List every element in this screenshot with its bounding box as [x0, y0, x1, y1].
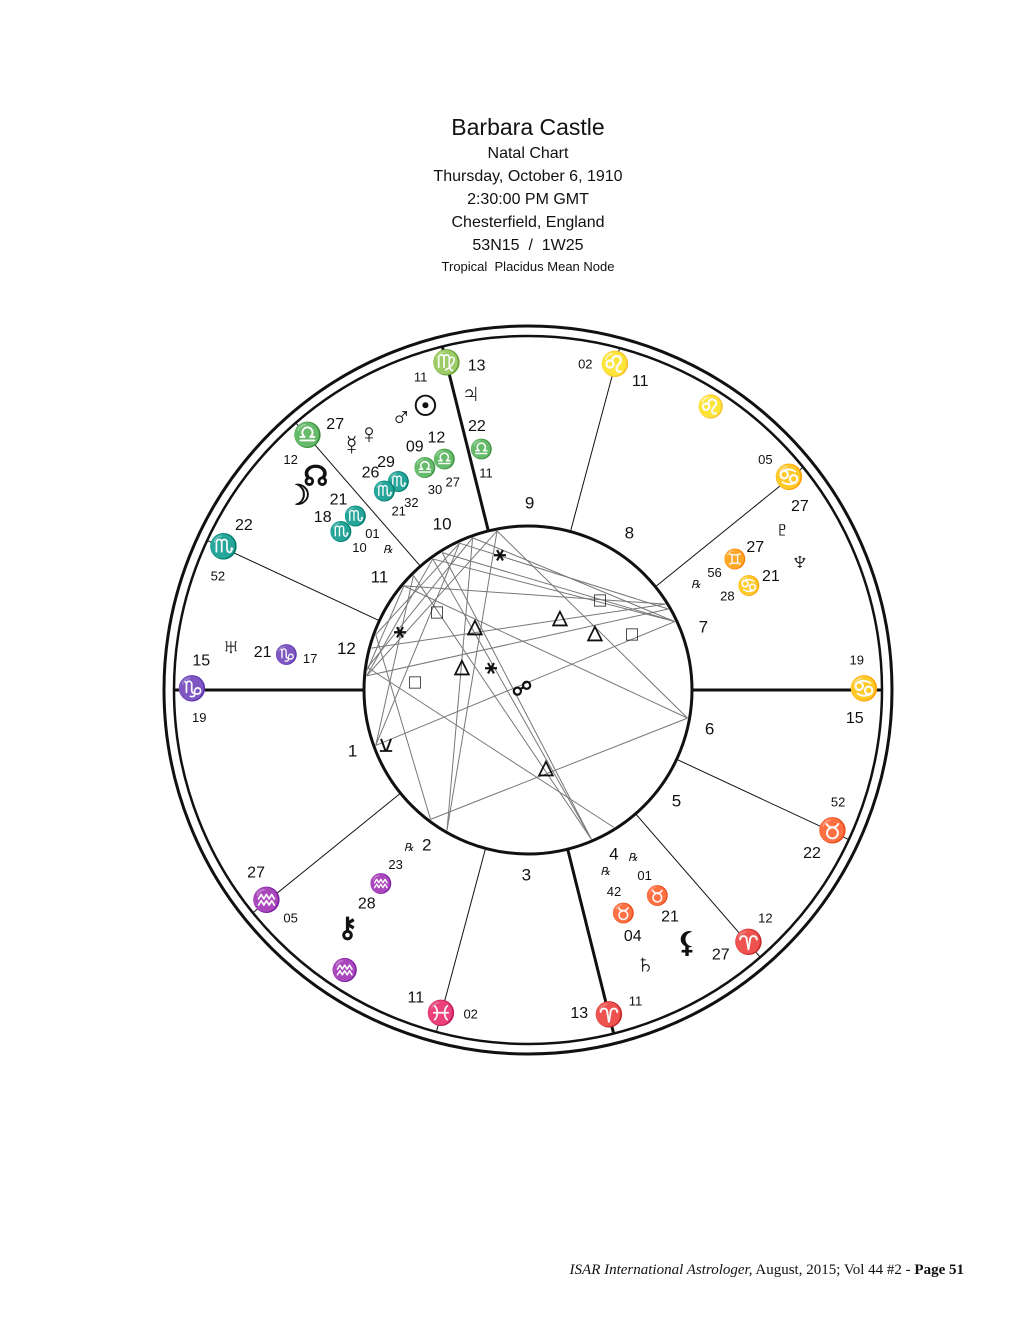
aspect-line [404, 586, 688, 718]
cusp-label-12 [209, 517, 253, 583]
house-number-10: 10 [432, 514, 452, 534]
cusp-label-9 [578, 350, 649, 390]
trine-icon: △ [587, 621, 603, 644]
cusp-minute: 52 [830, 794, 846, 810]
cusp-label-8 [758, 452, 809, 515]
planet-minute: 17 [302, 650, 318, 666]
planet-sign-glyph: ♏ [386, 472, 411, 494]
chart-type: Natal Chart [487, 145, 569, 162]
planet-minute: 01 [365, 525, 380, 541]
cusp-sign-glyph: ♌ [600, 350, 630, 378]
planet-glyph: ♆ [789, 545, 811, 577]
cusp-minute: 02 [578, 356, 593, 372]
planet-degree: 22 [467, 418, 486, 436]
planet-minute: 11 [479, 465, 493, 481]
aspect-line [372, 604, 666, 648]
house-number-7: 7 [698, 617, 709, 637]
planet-degree: 28 [357, 895, 376, 913]
planet-glyph: ☿ [341, 429, 363, 461]
planet-position-11 [220, 631, 317, 666]
birth-coordinates: 53N15 / 1W25 [472, 237, 584, 254]
aspect-glyph-marker [379, 734, 392, 756]
square-icon: □ [408, 671, 422, 694]
planet-degree: 04 [623, 927, 642, 945]
aspect-line [376, 635, 431, 820]
cusp-degree: 27 [326, 415, 345, 433]
cusp-degree: 27 [247, 864, 265, 882]
house-number-1: 1 [347, 741, 358, 761]
planet-minute: 30 [427, 482, 443, 498]
intercepted-sign-glyph: ♌ [697, 394, 725, 420]
planet-degree: 18 [313, 508, 332, 526]
house-number-12: 12 [336, 639, 356, 659]
aspect-glyph-marker [485, 656, 497, 678]
cusp-sign-glyph: ♋ [849, 675, 879, 703]
cusp-label-6 [803, 794, 847, 862]
cusp-sign-glyph: ♓ [426, 999, 456, 1027]
planet-glyph: ♀ [358, 417, 380, 449]
cusp-sign-glyph: ♍ [431, 349, 462, 377]
planet-degree: 21 [761, 567, 780, 585]
cusp-label-3 [408, 989, 478, 1026]
planet-glyph: ♂ [390, 400, 412, 432]
planet-minute: 23 [388, 857, 403, 873]
sextile-icon: ⚹ [494, 543, 506, 566]
aspect-glyph-marker [586, 621, 603, 643]
cusp-degree: 13 [467, 357, 486, 375]
cusp-minute: 19 [192, 710, 207, 726]
planet-glyph: ♃ [460, 377, 482, 409]
cusp-minute: 11 [628, 993, 643, 1009]
planet-glyph: ⚸ [676, 926, 698, 958]
cusp-minute: 19 [849, 652, 864, 668]
retrograde-glyph: ℞ [403, 842, 414, 855]
cusp-degree: 15 [845, 709, 864, 727]
planet-minute: 21 [391, 503, 406, 519]
planet-degree: 09 [405, 438, 424, 456]
house-system: Tropical Placidus Mean Node [441, 259, 615, 274]
aspect-glyph-marker [494, 543, 506, 565]
cusp-sign-glyph: ♎ [292, 421, 323, 449]
cusp-degree: 13 [570, 1005, 589, 1023]
square-icon: □ [593, 589, 607, 612]
cusp-sign-glyph: ♏ [208, 533, 239, 561]
cusp-label-1 [177, 653, 210, 726]
retrograde-glyph: ℞ [627, 851, 638, 864]
opposition-icon: ☍ [511, 678, 533, 701]
intercepted-sign-glyph: ♒ [331, 957, 359, 983]
planet-sign-glyph: ♋ [737, 575, 761, 597]
house-number-4: 4 [609, 844, 619, 864]
house-number-6: 6 [704, 719, 715, 739]
chart-name: Barbara Castle [451, 114, 605, 140]
planet-minute: 01 [637, 868, 652, 884]
aspect-glyph-marker [409, 671, 421, 693]
cusp-degree: 27 [711, 946, 730, 964]
page-footer [0, 1262, 964, 1279]
planet-position-10 [600, 866, 655, 979]
cusp-sign-glyph: ♈ [594, 1001, 625, 1029]
wheel-labels [177, 348, 879, 1028]
trine-icon: △ [467, 615, 483, 638]
aspect-line [368, 667, 614, 827]
cusp-degree: 11 [631, 372, 649, 391]
planet-sign-glyph: ♏ [329, 522, 353, 544]
trine-icon: △ [454, 655, 470, 678]
planet-glyph: ♇ [771, 513, 793, 545]
cusp-minute: 11 [413, 369, 428, 385]
cusp-degree: 27 [791, 497, 809, 515]
aspect-line [376, 575, 414, 745]
house-number-2: 2 [421, 835, 432, 855]
cusp-minute: 12 [758, 910, 773, 926]
planet-minute: 32 [404, 494, 419, 510]
aspect-glyph-marker [551, 606, 568, 628]
aspect-glyph-marker [466, 615, 483, 637]
house-number-3: 3 [521, 865, 532, 885]
planet-minute: 56 [707, 564, 722, 580]
planet-sign-glyph: ♏ [372, 481, 397, 503]
planet-sign-glyph: ♏ [343, 506, 368, 528]
house-number-5: 5 [671, 791, 682, 811]
aspect-glyph-marker [394, 620, 406, 642]
aspect-glyph-marker [512, 678, 532, 700]
aspect-glyph-marker [431, 601, 443, 623]
square-icon: □ [625, 623, 639, 646]
cusp-sign-glyph: ♈ [733, 928, 764, 956]
planet-glyph: ♄ [634, 948, 656, 980]
cusp-minute: 52 [210, 568, 226, 584]
planet-degree: 12 [427, 429, 446, 447]
cusp-sign-glyph: ♋ [774, 463, 805, 491]
cusp-minute: 02 [463, 1006, 478, 1022]
aspect-glyph-marker [626, 623, 638, 645]
house-number-9: 9 [524, 493, 535, 513]
trine-icon: △ [552, 606, 568, 629]
trine-icon: △ [538, 756, 554, 779]
square-icon: □ [430, 601, 444, 624]
planet-minute: 27 [445, 474, 460, 490]
cusp-sign-glyph: ♑ [177, 675, 207, 703]
house-number-8: 8 [624, 523, 635, 543]
birth-date: Thursday, October 6, 1910 [433, 168, 623, 185]
planet-glyph: ⚷ [337, 911, 358, 943]
cusp-sign-glyph: ♉ [817, 817, 848, 845]
sextile-icon: ⚹ [485, 656, 497, 679]
page-number: Page 51 [914, 1262, 964, 1278]
cusp-degree: 22 [235, 517, 253, 535]
issue-info: August, 2015; Vol 44 #2 - [752, 1262, 915, 1278]
retrograde-glyph: ℞ [383, 543, 393, 556]
cusp-minute: 05 [283, 910, 298, 926]
cusp-degree: 11 [407, 989, 425, 1007]
semisextile-icon: ⚺ [379, 734, 393, 757]
planet-sign-glyph: ♎ [413, 457, 437, 479]
planet-minute: 42 [606, 883, 622, 899]
planet-glyph: ☽ [285, 479, 311, 511]
cusp-sign-glyph: ♒ [251, 886, 282, 914]
sextile-icon: ⚹ [394, 620, 406, 643]
cusp-minute: 05 [758, 452, 773, 468]
planet-sign-glyph: ♎ [469, 439, 494, 461]
planet-degree: 29 [377, 453, 395, 471]
birth-place: Chesterfield, England [451, 214, 605, 231]
aspect-glyph-marker [453, 655, 470, 677]
aspect-glyph-marker [537, 756, 554, 778]
cusp-degree: 22 [803, 845, 821, 863]
planet-degree: 21 [253, 643, 272, 661]
planet-minute: 10 [352, 540, 367, 556]
planet-degree: 27 [746, 539, 765, 557]
planet-position-1 [460, 378, 493, 481]
house-number-11: 11 [370, 567, 389, 587]
planet-degree: 21 [661, 908, 679, 926]
retrograde-glyph: ℞ [600, 866, 611, 879]
planet-sign-glyph: ♊ [723, 549, 747, 571]
planet-position-12 [337, 842, 414, 943]
cusp-minute: 12 [283, 452, 298, 468]
aspect-line [376, 543, 460, 745]
cusp-degree: 15 [192, 652, 211, 670]
planet-sign-glyph: ♎ [432, 449, 457, 471]
cusp-label-7 [846, 653, 879, 727]
aspect-glyph-marker [594, 589, 606, 611]
planet-degree: 26 [361, 464, 380, 482]
planet-glyph: ☊ [303, 460, 329, 492]
retrograde-glyph: ℞ [690, 578, 701, 591]
planet-sign-glyph: ♑ [274, 645, 299, 667]
planet-glyph: ☉ [412, 390, 438, 422]
planet-sign-glyph: ♒ [369, 873, 393, 895]
journal-name: ISAR International Astrologer, [569, 1262, 753, 1278]
birth-time: 2:30:00 PM GMT [467, 191, 589, 208]
planet-degree: 21 [329, 491, 348, 509]
planet-glyph: ♅ [220, 630, 242, 662]
planet-minute: 28 [720, 588, 735, 604]
planet-sign-glyph: ♉ [611, 903, 636, 925]
planet-sign-glyph: ♉ [645, 885, 670, 907]
